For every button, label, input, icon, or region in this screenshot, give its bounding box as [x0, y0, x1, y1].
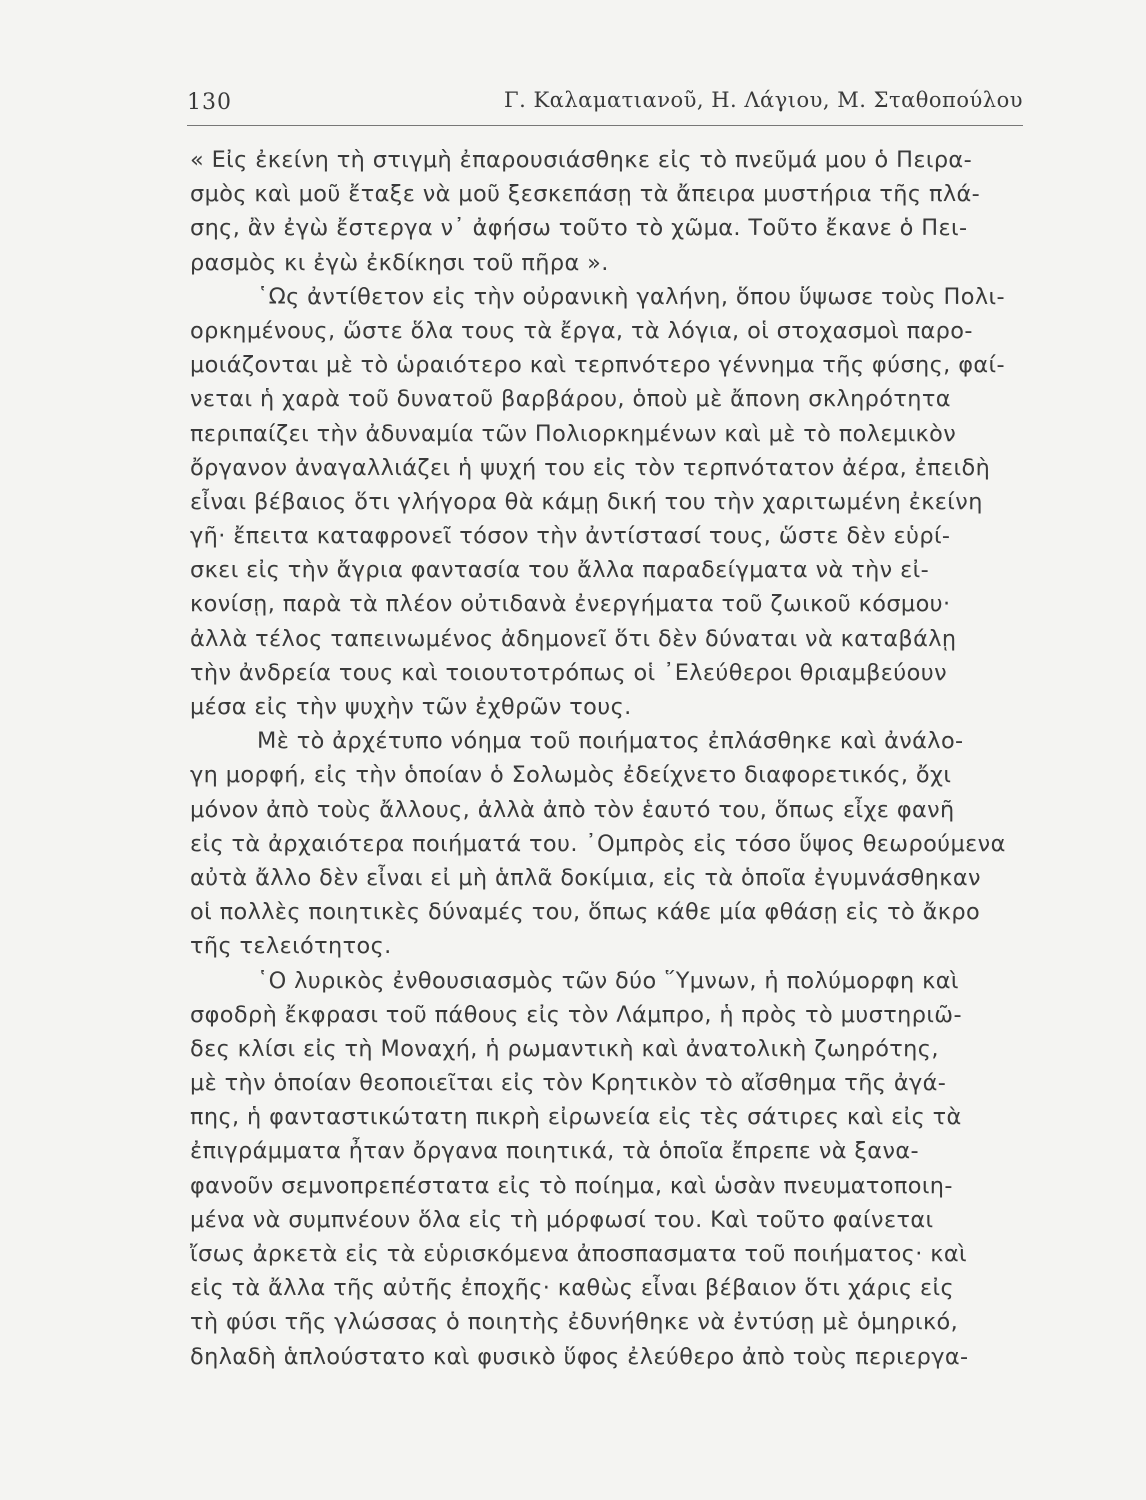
text-line: νεται ἡ χαρὰ τοῦ δυνατοῦ βαρβάρου, ὁποὺ μὲ ἄπονη σκληρότητα: [190, 386, 951, 413]
text-line: μένα νὰ συμπνέουν ὅλα εἰς τὴ μόρφωσί του. Καὶ τοῦτο φαίνεται: [190, 1206, 934, 1233]
text-line: δηλαδὴ ἁπλούστατο καὶ φυσικὸ ὕφος ἐλεύθερο ἀπὸ τοὺς περιεργα-: [190, 1343, 969, 1370]
header-rule: [187, 125, 1023, 126]
page-number: 130: [187, 90, 232, 115]
text-line: ὄργανον ἀναγαλλιάζει ἡ ψυχή του εἰς τὸν τερπνότατον ἀέρα, ἐπειδὴ: [190, 454, 991, 481]
text-line: ἐπιγράμματα ἦταν ὄργανα ποιητικά, τὰ ὁποῖα ἔπρεπε νὰ ξανα-: [190, 1138, 920, 1165]
paragraph: [190, 280, 1040, 724]
running-head: [187, 84, 1023, 124]
text-line: μὲ τὴν ὁποίαν θεοποιεῖται εἰς τὸν Κρητικὸν τὸ αἴσθημα τῆς ἀγά-: [190, 1070, 947, 1097]
text-line: μοιάζονται μὲ τὸ ὡραιότερο καὶ τερπνότερο γέννημα τῆς φύσης, φαί-: [190, 352, 1005, 379]
text-line-first: Μὲ τὸ ἀρχέτυπο νόημα τοῦ ποιήματος ἐπλάσθηκε καὶ ἀνάλο-: [257, 728, 964, 755]
body-text: [190, 143, 1040, 1374]
text-line: εἰς τὰ ἄλλα τῆς αὐτῆς ἐποχῆς· καθὼς εἶναι βέβαιον ὅτι χάρις εἰς: [190, 1275, 955, 1302]
text-line: σφοδρὴ ἔκφρασι τοῦ πάθους εἰς τὸν Λάμπρο, ἡ πρὸς τὸ μυστηριῶ-: [190, 1001, 962, 1028]
paragraph: [190, 964, 1040, 1374]
text-line: οἱ πολλὲς ποιητικὲς δύναμές του, ὅπως κάθε μία φθάσῃ εἰς τὸ ἄκρο: [190, 899, 981, 926]
text-line: εἶναι βέβαιος ὅτι γλήγορα θὰ κάμῃ δική του τὴν χαριτωμένη ἐκείνη: [190, 488, 983, 515]
text-line: σμὸς καὶ μοῦ ἔταξε νὰ μοῦ ξεσκεπάσῃ τὰ ἄπειρα μυστήρια τῆς πλά-: [190, 181, 981, 208]
text-line: περιπαίζει τὴν ἀδυναμία τῶν Πολιορκημένων καὶ μὲ τὸ πολεμικὸν: [190, 420, 957, 447]
text-line: αὐτὰ ἄλλο δὲν εἶναι εἰ μὴ ἁπλᾶ δοκίμια, εἰς τὰ ὁποῖα ἐγυμνάσθηκαν: [190, 864, 981, 891]
text-line: μέσα εἰς τὴν ψυχὴν τῶν ἐχθρῶν τους.: [190, 694, 632, 720]
running-head-authors: Γ. Καλαματιανοῦ, Η. Λάγιου, Μ. Σταθοπούλου: [504, 88, 1023, 112]
text-line: μόνον ἀπὸ τοὺς ἄλλους, ἀλλὰ ἀπὸ τὸν ἑαυτό του, ὅπως εἶχε φανῆ: [190, 796, 955, 823]
text-line: ορκημένους, ὥστε ὅλα τους τὰ ἔργα, τὰ λόγια, οἱ στοχασμοὶ παρο-: [190, 317, 973, 344]
text-line: εἰς τὰ ἀρχαιότερα ποιήματά του. ᾿Ομπρὸς εἰς τόσο ὕψος θεωρούμενα: [190, 830, 1006, 857]
text-line: κονίσῃ, παρὰ τὰ πλέον οὐτιδανὰ ἐνεργήματα τοῦ ζωικοῦ κόσμου·: [190, 591, 951, 618]
text-line: τὴν ἀνδρεία τους καὶ τοιουτοτρόπως οἱ ᾿Ελεύθεροι θριαμβεύουν: [190, 659, 947, 686]
paragraph: [190, 724, 1040, 963]
text-line: « Εἰς ἐκείνη τὴ στιγμὴ ἐπαρουσιάσθηκε εἰς τὸ πνεῦμά μου ὁ Πειρα-: [190, 147, 973, 173]
text-line: ρασμὸς κι ἐγὼ ἐκδίκησι τοῦ πῆρα ».: [190, 249, 609, 276]
text-line-first: ῾Ως ἀντίθετον εἰς τὴν οὐρανικὴ γαλήνη, ὅπου ὕψωσε τοὺς Πολι-: [257, 283, 1005, 310]
text-line: γη μορφή, εἰς τὴν ὁποίαν ὁ Σολωμὸς ἐδείχνετο διαφορετικός, ὄχι: [190, 762, 952, 789]
text-line: ἀλλὰ τέλος ταπεινωμένος ἀδημονεῖ ὅτι δὲν δύναται νὰ καταβάλῃ: [190, 625, 957, 652]
text-line: σης, ἂν ἐγὼ ἔστεργα ν᾿ ἀφήσω τοῦτο τὸ χῶμα. Τοῦτο ἔκανε ὁ Πει-: [190, 215, 968, 242]
text-line: φανοῦν σεμνοπρεπέστατα εἰς τὸ ποίημα, καὶ ὡσὰν πνευματοποιη-: [190, 1172, 953, 1199]
paragraph-quotation: [190, 143, 1040, 280]
text-line: γῆ· ἔπειτα καταφρονεῖ τόσον τὴν ἀντίστασί τους, ὥστε δὲν εὑρί-: [190, 523, 951, 550]
text-line: δες κλίσι εἰς τὴ Μοναχή, ἡ ρωμαντικὴ καὶ ἀνατολικὴ ζωηρότης,: [190, 1035, 939, 1062]
text-line: ἴσως ἀρκετὰ εἰς τὰ εὑρισκόμενα ἀποσπασματα τοῦ ποιήματος· καὶ: [190, 1241, 967, 1267]
text-line: τὴ φύσι τῆς γλώσσας ὁ ποιητὴς ἐδυνήθηκε νὰ ἐντύσῃ μὲ ὁμηρικό,: [190, 1309, 959, 1336]
text-line: σκει εἰς τὴν ἄγρια φαντασία του ἄλλα παραδείγματα νὰ τὴν εἰ-: [190, 557, 930, 584]
text-line-first: ῾Ο λυρικὸς ἐνθουσιασμὸς τῶν δύο ῞Υμνων, ἡ πολύμορφη καὶ: [257, 967, 959, 994]
text-line: πης, ἡ φανταστικώτατη πικρὴ εἰρωνεία εἰς τὲς σάτιρες καὶ εἰς τὰ: [190, 1104, 962, 1131]
text-line: τῆς τελειότητος.: [190, 933, 392, 960]
